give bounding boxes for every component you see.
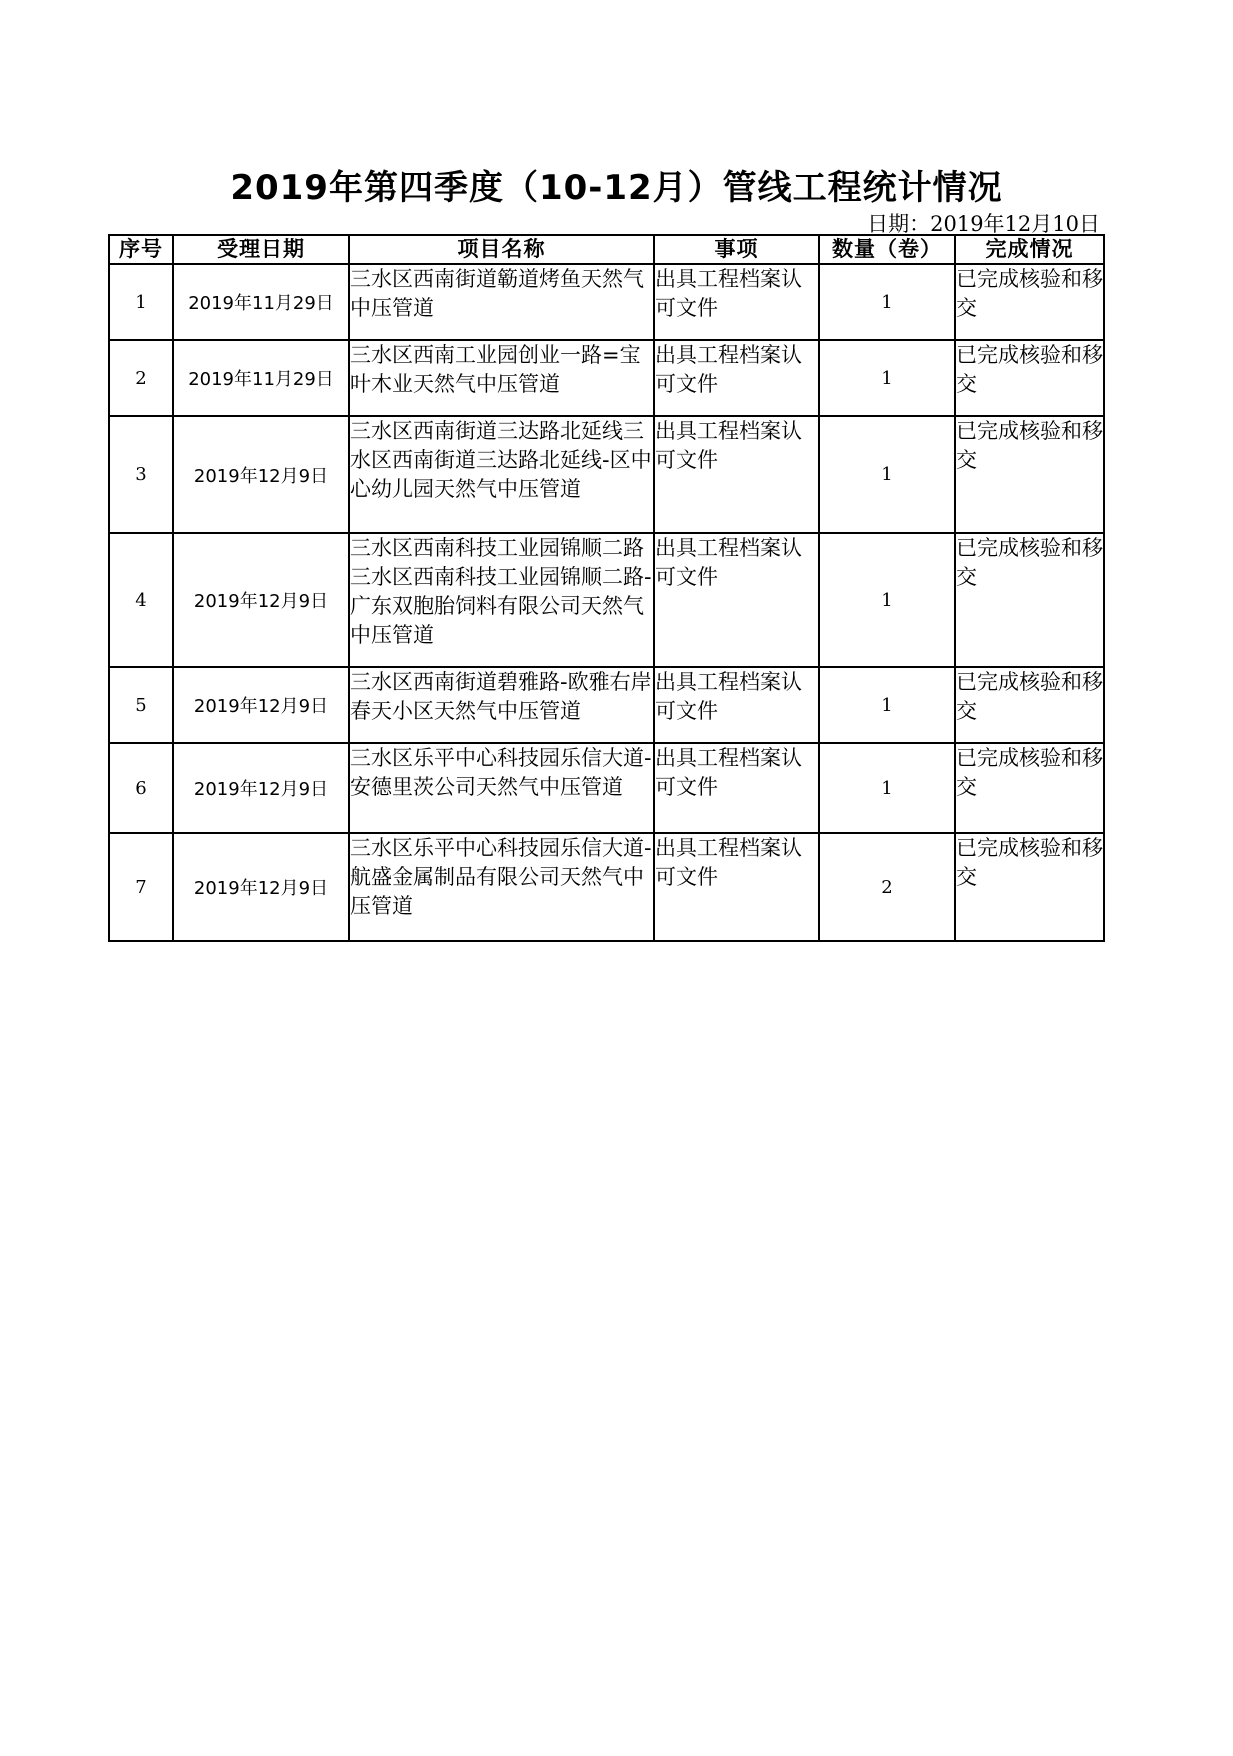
report-date: 日期：2019年12月10日 — [867, 212, 1100, 236]
table-row — [109, 264, 1104, 340]
cell-status: 已完成核验和移交 — [955, 743, 1104, 833]
statistics-table — [108, 234, 1105, 942]
table-row — [109, 533, 1104, 667]
cell-date: 2019年12月9日 — [173, 416, 349, 533]
cell-status: 已完成核验和移交 — [955, 533, 1104, 667]
cell-quantity: 2 — [819, 833, 955, 941]
cell-status: 已完成核验和移交 — [955, 833, 1104, 941]
column-header-status: 完成情况 — [955, 235, 1104, 264]
table-row — [109, 833, 1104, 941]
cell-quantity: 1 — [819, 416, 955, 533]
cell-status: 已完成核验和移交 — [955, 264, 1104, 340]
cell-quantity: 1 — [819, 340, 955, 416]
cell-date: 2019年12月9日 — [173, 743, 349, 833]
column-header-name: 项目名称 — [349, 235, 654, 264]
cell-item: 出具工程档案认可文件 — [654, 833, 819, 941]
page-title: 2019年第四季度（10-12月）管线工程统计情况 — [230, 168, 1003, 208]
cell-no: 4 — [109, 533, 173, 667]
cell-date: 2019年12月9日 — [173, 833, 349, 941]
cell-status: 已完成核验和移交 — [955, 667, 1104, 743]
cell-date: 2019年11月29日 — [173, 340, 349, 416]
cell-project-name: 三水区乐平中心科技园乐信大道-安德里茨公司天然气中压管道 — [349, 743, 654, 833]
table-row — [109, 743, 1104, 833]
cell-item: 出具工程档案认可文件 — [654, 533, 819, 667]
cell-no: 1 — [109, 264, 173, 340]
cell-quantity: 1 — [819, 743, 955, 833]
cell-project-name: 三水区西南街道三达路北延线三水区西南街道三达路北延线-区中心幼儿园天然气中压管道 — [349, 416, 654, 533]
cell-date: 2019年12月9日 — [173, 667, 349, 743]
cell-no: 2 — [109, 340, 173, 416]
column-header-date: 受理日期 — [173, 235, 349, 264]
column-header-item: 事项 — [654, 235, 819, 264]
cell-item: 出具工程档案认可文件 — [654, 264, 819, 340]
column-header-qty: 数量（卷） — [819, 235, 955, 264]
cell-quantity: 1 — [819, 667, 955, 743]
column-header-no: 序号 — [109, 235, 173, 264]
cell-no: 7 — [109, 833, 173, 941]
cell-quantity: 1 — [819, 264, 955, 340]
cell-project-name: 三水区西南工业园创业一路=宝叶木业天然气中压管道 — [349, 340, 654, 416]
table-header-row — [109, 235, 1104, 264]
cell-status: 已完成核验和移交 — [955, 340, 1104, 416]
cell-item: 出具工程档案认可文件 — [654, 340, 819, 416]
cell-item: 出具工程档案认可文件 — [654, 416, 819, 533]
cell-no: 6 — [109, 743, 173, 833]
table-row — [109, 340, 1104, 416]
cell-project-name: 三水区西南科技工业园锦顺二路三水区西南科技工业园锦顺二路-广东双胞胎饲料有限公司天然气中压管道 — [349, 533, 654, 667]
cell-status: 已完成核验和移交 — [955, 416, 1104, 533]
cell-date: 2019年11月29日 — [173, 264, 349, 340]
cell-item: 出具工程档案认可文件 — [654, 667, 819, 743]
cell-no: 3 — [109, 416, 173, 533]
table-row — [109, 416, 1104, 533]
cell-date: 2019年12月9日 — [173, 533, 349, 667]
cell-quantity: 1 — [819, 533, 955, 667]
cell-no: 5 — [109, 667, 173, 743]
cell-project-name: 三水区乐平中心科技园乐信大道-航盛金属制品有限公司天然气中压管道 — [349, 833, 654, 941]
cell-project-name: 三水区西南街道簕道烤鱼天然气中压管道 — [349, 264, 654, 340]
cell-item: 出具工程档案认可文件 — [654, 743, 819, 833]
cell-project-name: 三水区西南街道碧雅路-欧雅右岸春天小区天然气中压管道 — [349, 667, 654, 743]
table-row — [109, 667, 1104, 743]
